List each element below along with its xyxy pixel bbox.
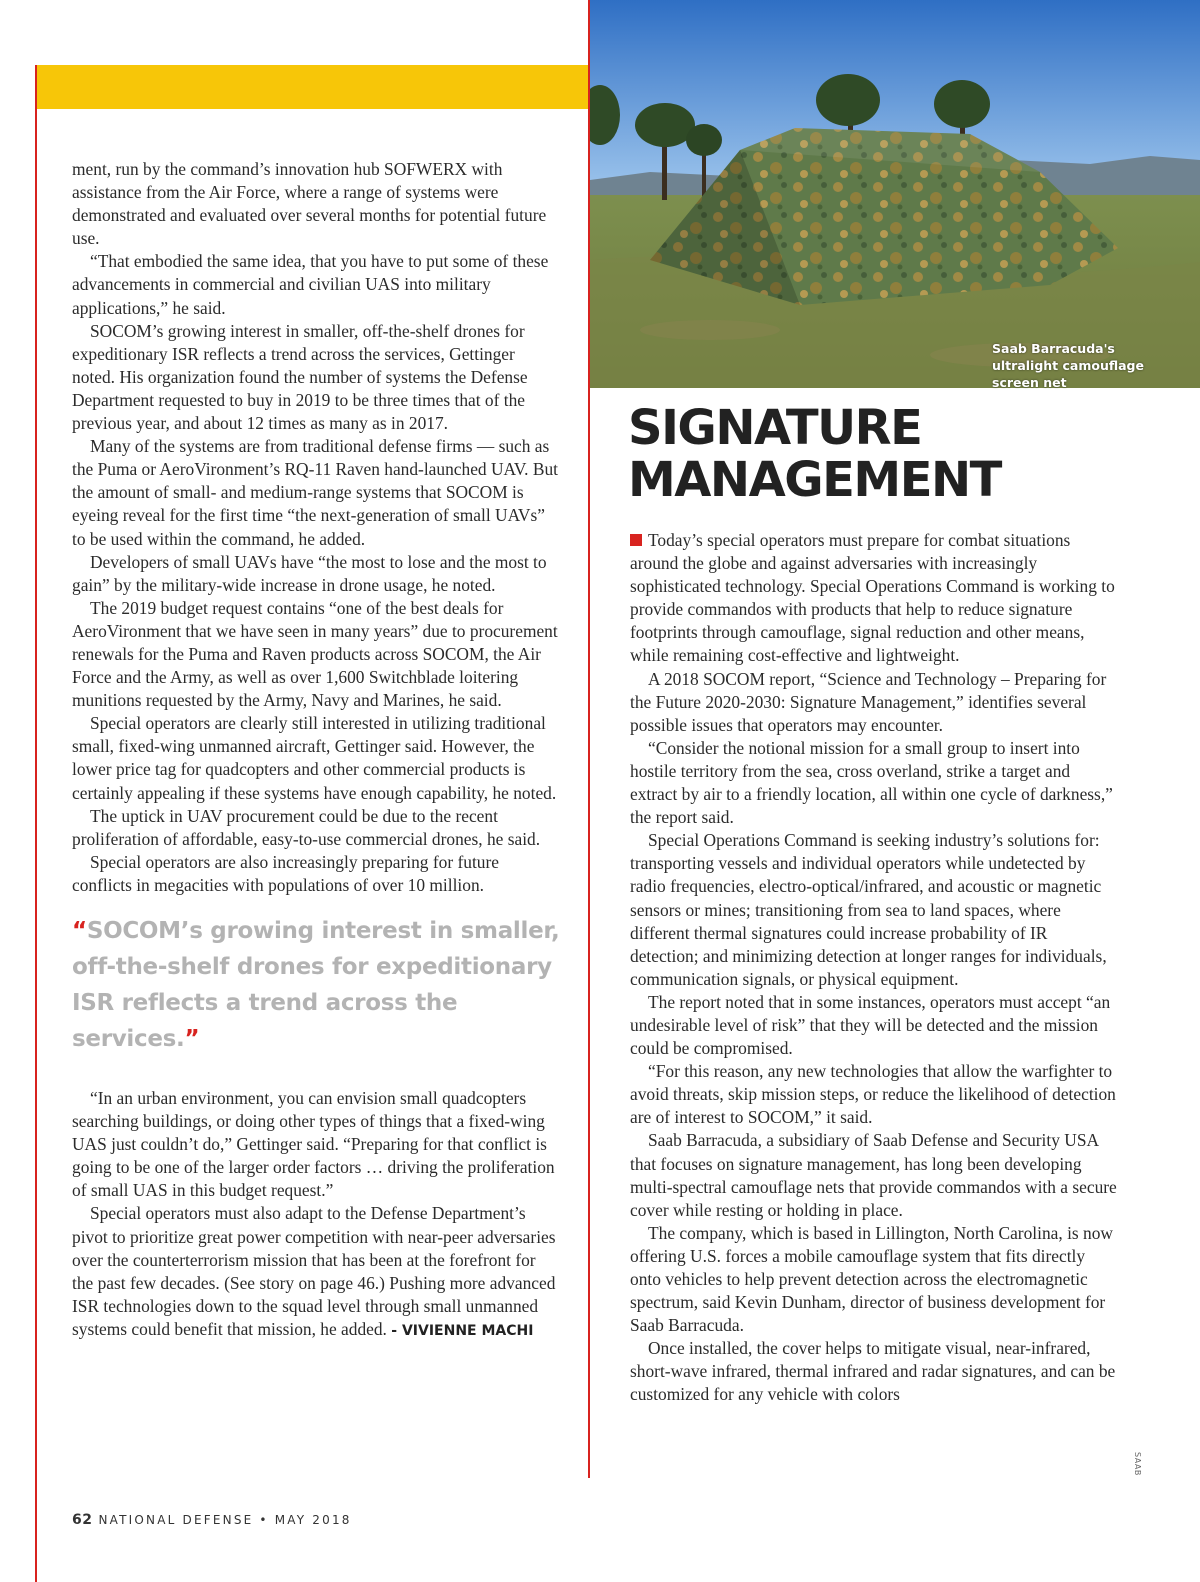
photo-caption: Saab Barracuda's ultralight camouflage screen net: [992, 341, 1144, 390]
left-article-column: [72, 158, 560, 1343]
pull-quote-close-mark: ”: [184, 1026, 200, 1052]
body-paragraph: [72, 1202, 560, 1343]
body-paragraph: “That embodied the same idea, that you have to put some of these advancements in commercial and civilian UAS into military applications,” he said.: [72, 251, 549, 318]
pull-quote: [72, 913, 560, 1057]
body-paragraph: Many of the systems are from traditional defense firms — such as the Puma or AeroVironment’s RQ-11 Raven hand-launched UAV. But the amount of small- and medium-range systems that SOCOM is eyeing reveal for the first time “the next-generation of small UAVs” to be used within the command, he added.: [72, 436, 558, 549]
body-paragraph: The report noted that in some instances, operators must accept “an undesirable level of risk” that they will be detected and the mission could be compromised.: [630, 991, 1111, 1059]
sidebar-headline: SIGNATURE MANAGEMENT: [628, 400, 1001, 508]
body-paragraph: “In an urban environment, you can envision small quadcopters searching buildings, or doing other types of things that a fixed-wing UAS just couldn’t do,” Gettinger said. “Preparing for that conflict is going to be one of the larger order factors … driving the proliferation of small UAS in this budget request.”: [72, 1088, 555, 1201]
body-paragraph: The uptick in UAV procurement could be due to the recent proliferation of affordable, easy-to-use commercial drones, he said.: [72, 805, 541, 849]
body-paragraph: The company, which is based in Lillington, North Carolina, is now offering U.S. forces a mobile camouflage system that fits directly onto vehicles to help prevent detection across the electromagnetic spectrum, said Kevin Dunham, director of business development for Saab Barracuda.: [630, 1222, 1113, 1336]
left-red-rule: [35, 65, 37, 1582]
body-paragraph: “For this reason, any new technologies that allow the warfighter to avoid threats, skip mission steps, or reduce the likelihood of detection are of interest to SOCOM,” it said.: [630, 1061, 1116, 1128]
publication-info: NATIONAL DEFENSE • MAY 2018: [98, 1513, 352, 1527]
body-paragraph: ment, run by the command’s innovation hub SOFWERX with assistance from the Air Force, where a range of systems were demonstrated and evaluated over several months for potential future use.: [72, 159, 547, 249]
author-byline: - VIVIENNE MACHI: [391, 1322, 534, 1339]
body-paragraph: Saab Barracuda, a subsidiary of Saab Defense and Security USA that focuses on signature management, has long been developing multi-spectral camouflage nets that provide commandos with a secure cover while resting or holding in place.: [630, 1130, 1117, 1220]
body-paragraph: Special operators are also increasingly preparing for future conflicts in megacities with populations of over 10 million.: [72, 851, 499, 895]
photo-credit: SAAB: [1133, 1452, 1142, 1476]
body-paragraph: SOCOM’s growing interest in smaller, off-the-shelf drones for expeditionary ISR reflects a trend across the services, Gettinger noted. His organization found the number of systems the Defense Department requested to buy in 2019 to be three times that of the previous year, and about 12 times as many as in 2017.: [72, 320, 528, 434]
page-number: 62: [72, 1512, 93, 1528]
lead-paragraph-text: Today’s special operators must prepare for combat situations around the globe and against adversaries with increasingly sophisticated technology. Special Operations Command is working to provide commandos with products that help to reduce signature footprints through camouflage, signal reduction and other means, while remaining cost-effective and lightweight.: [630, 530, 1115, 666]
body-paragraph: Once installed, the cover helps to mitigate visual, near-infrared, short-wave infrared, thermal infrared and radar signatures, and can be customized for any vehicle with colors: [630, 1338, 1116, 1405]
section-color-bar: [37, 65, 588, 109]
body-paragraph: Special Operations Command is seeking industry’s solutions for: transporting vessels and individual operators while undetected by radio frequencies, electro-optical/infrared, and acoustic or magnetic sensors or mines; transitioning from sea to land spaces, where different thermal signatures could increase probability of IR detection; and minimizing detection at longer ranges for individuals, communication signals, or physical equipment.: [630, 830, 1107, 989]
pull-quote-text: SOCOM’s growing interest in smaller, off-the-shelf drones for expeditionary ISR reflects a trend across the services.: [72, 918, 560, 1052]
final-paragraph-text: Special operators must also adapt to the Defense Department’s pivot to prioritize great power competition with near-peer adversaries over the counterterrorism mission that has been at the forefront for the past few decades. (See story on page 46.) Pushing more advanced ISR technologies down to the squad level through small unmanned systems could benefit that mission, he added.: [72, 1203, 556, 1339]
pull-quote-open-mark: “: [72, 918, 87, 944]
page-footer: [72, 1512, 352, 1528]
right-article-column: [630, 529, 1118, 1407]
body-paragraph: “Consider the notional mission for a small group to insert into hostile territory from the sea, cross overland, strike a target and extract by air to a friendly location, all within one cycle of darkness,” the report said.: [630, 737, 1113, 828]
camouflage-net-photo: [590, 0, 1200, 388]
body-paragraph: Special operators are clearly still interested in utilizing traditional small, fixed-wing unmanned aircraft, Gettinger said. However, the lower price tag for quadcopters and other commercial products is certainly appealing if these systems have enough capability, he noted.: [72, 713, 557, 803]
lead-paragraph: [630, 529, 1118, 668]
section-start-square-icon: [630, 534, 642, 546]
body-paragraph: Developers of small UAVs have “the most to lose and the most to gain” by the military-wide increase in drone usage, he noted.: [72, 551, 547, 595]
body-paragraph: The 2019 budget request contains “one of the best deals for AeroVironment that we have seen in many years” due to procurement renewals for the Puma and Raven products across SOCOM, the Air Force and the Army, as well as over 1,600 Switchblade loitering munitions requested by the Army, Navy and Marines, he said.: [72, 597, 558, 711]
body-paragraph: A 2018 SOCOM report, “Science and Technology – Preparing for the Future 2020-2030: Signature Management,” identifies several possible issues that operators may encounter.: [630, 668, 1107, 735]
